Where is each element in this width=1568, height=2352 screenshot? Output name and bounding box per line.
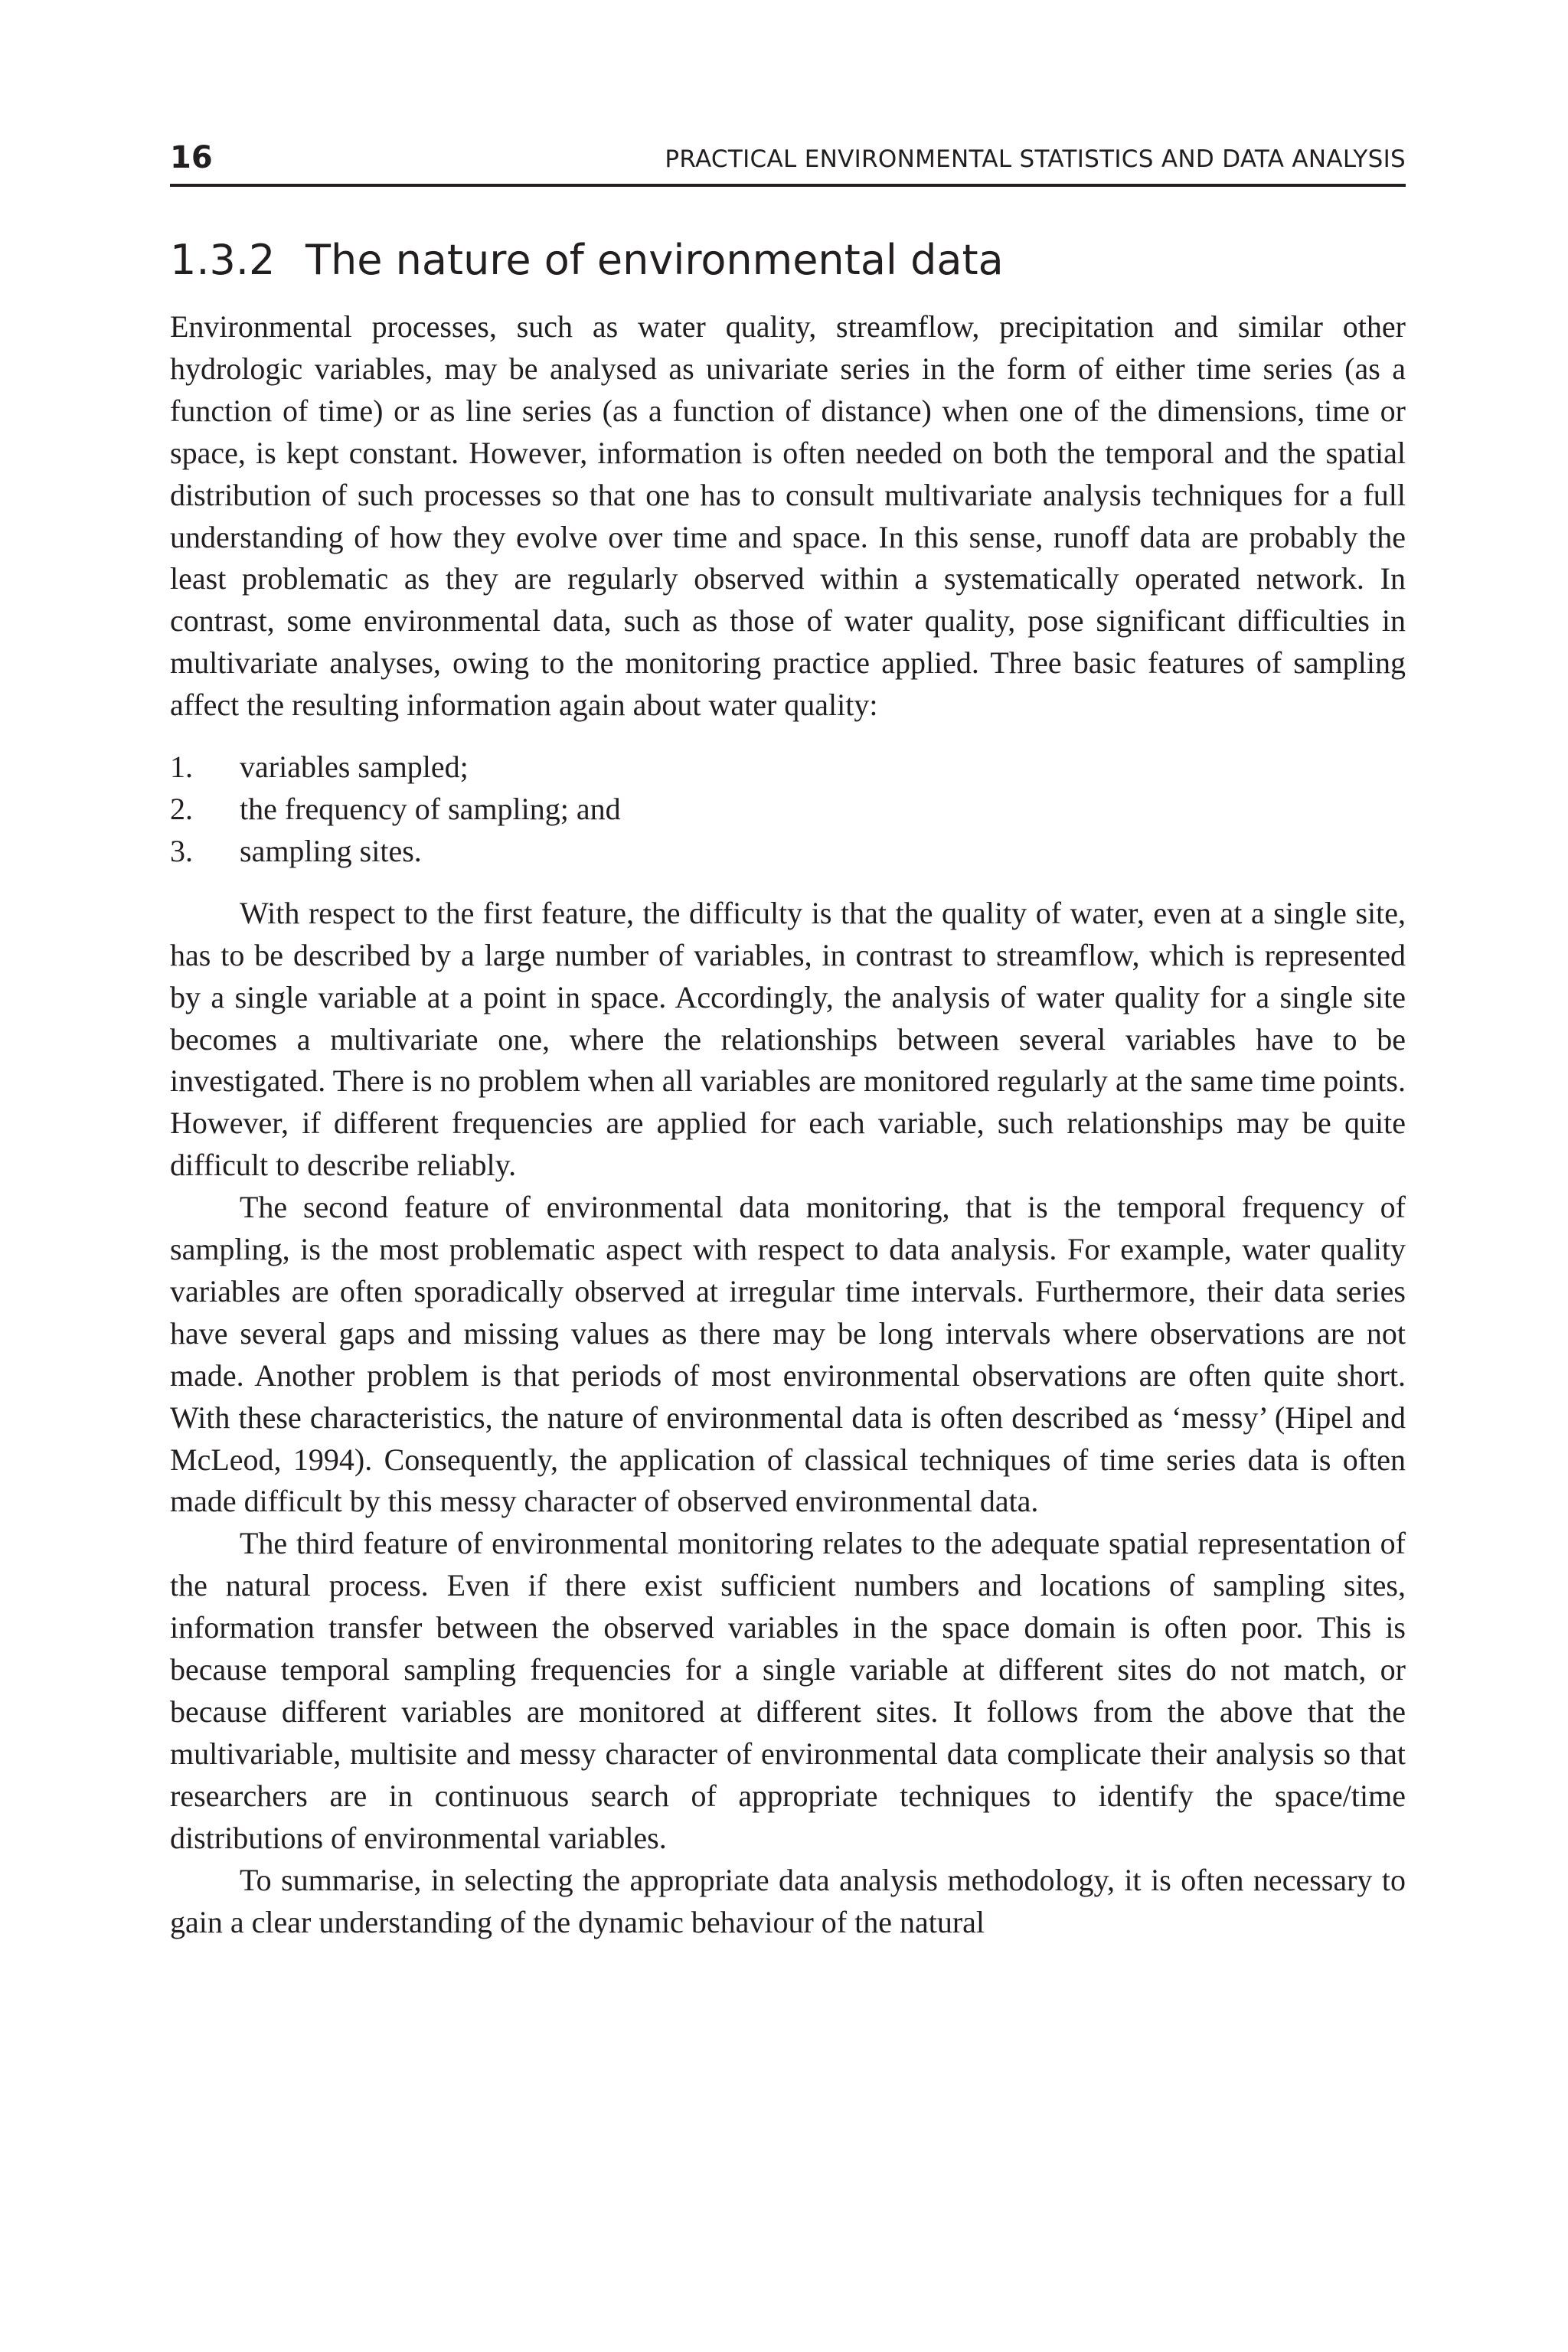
running-head [170, 136, 1406, 182]
body-text [170, 306, 1406, 1943]
list-item-text: sampling sites. [240, 833, 422, 868]
list-item [170, 831, 1406, 873]
section-number: 1.3.2 [170, 236, 276, 284]
list-item-text: the frequency of sampling; and [240, 791, 621, 826]
running-title: PRACTICAL ENVIRONMENTAL STATISTICS AND DATA ANALYSIS [665, 145, 1406, 173]
list-item [170, 789, 1406, 831]
list-item-number: 3. [170, 833, 193, 868]
paragraph-second-feature: The second feature of environmental data monitoring, that is the temporal frequency of sampling, is the most problematic aspect with respect to data analysis. For example, water quality variables are often sporadically observed at irregular time intervals. Furthermore, their data series have several gaps and missing values as there may be long intervals where observations are not made. Another problem is that periods of most environmental observations are often quite short. With these characteristics, the nature of environmental data is often described as ‘messy’ (Hipel and McLeod, 1994). Consequently, the application of classical techniques of time series data is often made difficult by this messy character of observed environmental data. [170, 1190, 1406, 1519]
header-rule [170, 184, 1406, 187]
list-item-number: 1. [170, 750, 193, 785]
list-item [170, 746, 1406, 789]
page-number: 16 [170, 140, 213, 175]
features-list [170, 746, 1406, 873]
paragraph-intro: Environmental processes, such as water quality, streamflow, precipitation and similar other hydrologic variables, may be analysed as univariate series in the form of either time series (as a function of time) or as line series (as a function of distance) when one of the dimensions, time or space, is kept constant. However, information is often needed on both the temporal and the spatial distribution of such processes so that one has to consult multivariate analysis techniques for a full understanding of how they evolve over time and space. In this sense, runoff data are probably the least problematic as they are regularly observed within a systematically operated network. In contrast, some environmental data, such as those of water quality, pose significant difficulties in multivariate analyses, owing to the monitoring practice applied. Three basic features of sampling affect the resulting information again about water quality: [170, 309, 1406, 723]
section-heading [170, 230, 1004, 291]
paragraph-summary: To summarise, in selecting the appropriate data analysis methodology, it is often necessary to gain a clear understanding of the dynamic behaviour of the natural [170, 1862, 1406, 1939]
list-item-text: variables sampled; [240, 750, 469, 785]
section-title: The nature of environmental data [305, 236, 1004, 284]
paragraph-third-feature: The third feature of environmental monitoring relates to the adequate spatial representation of the natural process. Even if there exist sufficient numbers and locations of sampling sites, information transfer between the observed variables in the space domain is often poor. This is because temporal sampling frequencies for a single variable at different sites do not match, or because different variables are monitored at different sites. It follows from the above that the multivariable, multisite and messy character of environmental data complicate their analysis so that researchers are in continuous search of appropriate techniques to identify the space/time distributions of environmental variables. [170, 1526, 1406, 1855]
paragraph-first-feature: With respect to the first feature, the difficulty is that the quality of water, even at a single site, has to be described by a large number of variables, in contrast to streamflow, which is represented by a single variable at a point in space. Accordingly, the analysis of water quality for a single site becomes a multivariate one, where the relationships between several variables have to be investigated. There is no problem when all variables are monitored regularly at the same time points. However, if different frequencies are applied for each variable, such relationships may be quite difficult to describe reliably. [170, 895, 1406, 1183]
list-item-number: 2. [170, 791, 193, 826]
